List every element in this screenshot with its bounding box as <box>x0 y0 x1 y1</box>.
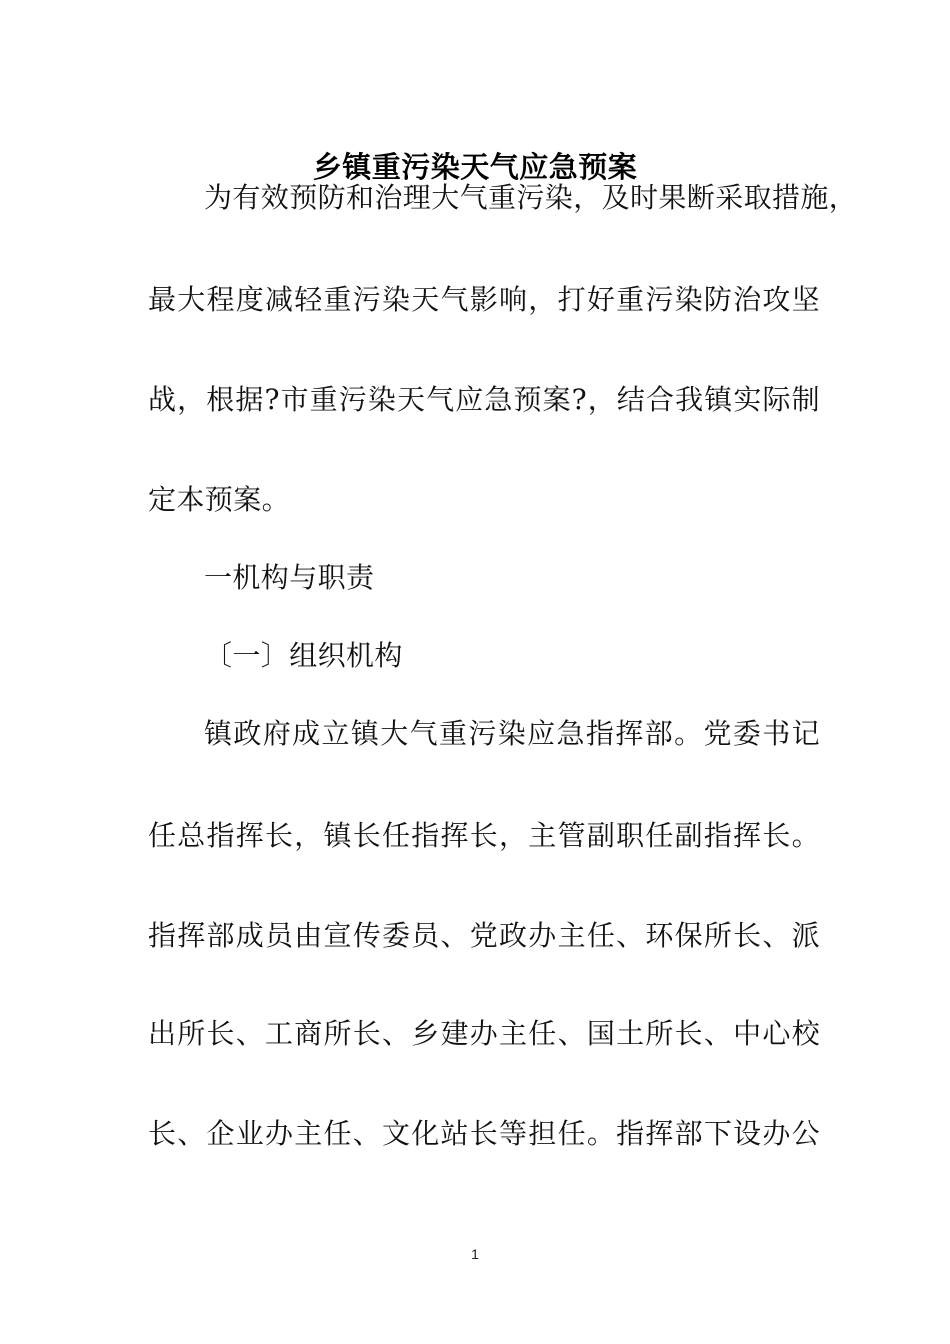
paragraph-line: 任总指挥长，镇长任指挥长，主管副职任副指挥长。 <box>148 819 820 852</box>
paragraph-line: 最大程度减轻重污染天气影响，打好重污染防治攻坚 <box>148 283 820 316</box>
paragraph-line: 定本预案。 <box>148 483 291 516</box>
section-heading: 一机构与职责 <box>204 561 375 594</box>
paragraph-line: 镇政府成立镇大气重污染应急指挥部。党委书记 <box>204 717 820 750</box>
paragraph-line: 为有效预防和治理大气重污染，及时果断采取措施， <box>204 181 858 214</box>
paragraph-line: 出所长、工商所长、乡建办主任、国土所长、中心校 <box>148 1017 820 1050</box>
page-number: 1 <box>471 1246 479 1262</box>
paragraph-line: 长、企业办主任、文化站长等担任。指挥部下设办公 <box>148 1117 820 1150</box>
subsection-heading: 〔一〕组织机构 <box>204 639 403 672</box>
paragraph-line: 战，根据?市重污染天气应急预案?，结合我镇实际制 <box>148 383 820 416</box>
paragraph-line: 指挥部成员由宣传委员、党政办主任、环保所长、派 <box>148 919 820 952</box>
document-title: 乡镇重污染天气应急预案 <box>312 150 638 185</box>
